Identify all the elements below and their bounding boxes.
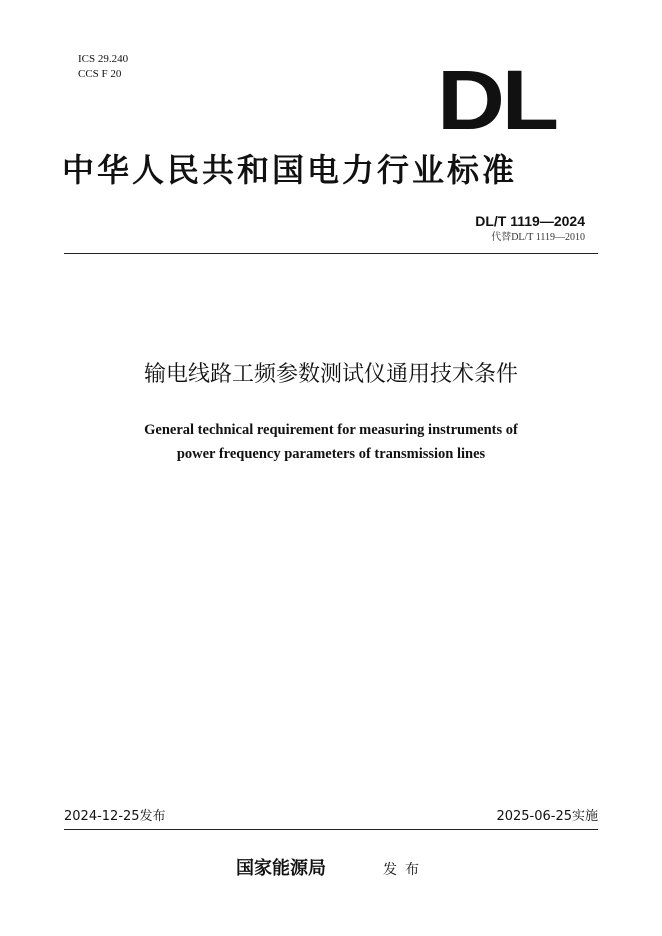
english-title-line-2: power frequency parameters of transmission lines xyxy=(176,446,486,462)
publish-label: 发布 xyxy=(383,862,427,878)
english-title xyxy=(0,418,662,466)
ccs-code: CCS F 20 xyxy=(78,68,122,80)
chinese-title: 输电线路工频参数测试仪通用技术条件 xyxy=(143,362,518,387)
release-date: 2024-12-25发布 xyxy=(64,809,166,824)
ics-code: ICS 29.240 xyxy=(78,53,129,65)
implement-date: 2025-06-25实施 xyxy=(496,809,598,824)
standard-number: DL/T 1119—2024 xyxy=(475,213,585,229)
top-divider xyxy=(64,253,598,254)
bottom-divider xyxy=(64,829,598,830)
publisher-name: 国家能源局 xyxy=(236,858,326,879)
organization-title: 中华人民共和国电力行业标准 xyxy=(62,151,518,189)
replaces-standard: 代替DL/T 1119—2010 xyxy=(491,232,585,243)
english-title-line-1: General technical requirement for measuring instruments of xyxy=(144,422,518,438)
classification-codes xyxy=(78,52,128,82)
dl-logo: DL xyxy=(437,53,556,147)
